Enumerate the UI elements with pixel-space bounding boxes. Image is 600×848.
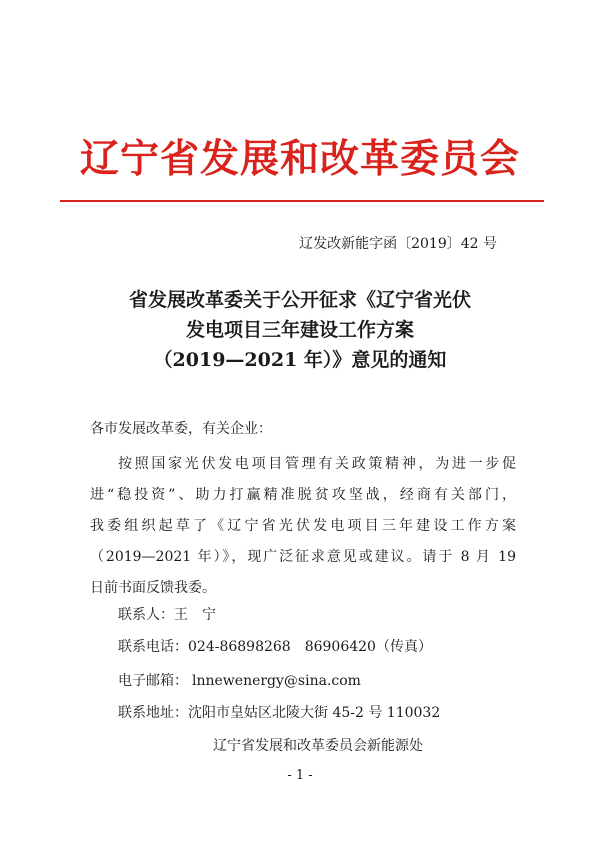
document-title-line-2: 发电项目三年建设工作方案 xyxy=(185,319,414,341)
contact-phone-row xyxy=(118,636,432,656)
document-title xyxy=(0,285,600,375)
paragraph-line: 按照国家光伏发电项目管理有关政策精神，为进一步促 xyxy=(118,456,516,472)
paragraph-line: （2019—2021 年）》，现广泛征求意见或建议。请于 8 月 19 xyxy=(90,549,516,565)
issuing-department: 辽宁省发展和改革委员会新能源处 xyxy=(213,738,423,754)
paragraph-line: 日前书面反馈我委。 xyxy=(90,580,216,596)
contact-address-value: 沈阳市皇姑区北陵大街 45-2 号 110032 xyxy=(188,705,441,721)
contact-person-label: 联系人： xyxy=(118,607,174,623)
salutation: 各市发展改革委，有关企业： xyxy=(90,421,272,437)
contact-address-row xyxy=(118,702,440,722)
contact-phone-label: 联系电话： xyxy=(118,639,188,655)
contact-email-value[interactable]: lnnewenergy@sina.com xyxy=(192,673,361,689)
contact-address-label: 联系地址： xyxy=(118,705,188,721)
contact-person-value: 王 宁 xyxy=(174,607,216,623)
page-number: - 1 - xyxy=(287,768,313,783)
contact-email-row xyxy=(118,670,361,690)
contact-email-label: 电子邮箱： xyxy=(118,673,188,689)
letterhead-red-rule xyxy=(60,200,544,202)
contact-phone-value: 024-86898268 86906420（传真） xyxy=(188,639,432,655)
document-title-line-3: （2019—2021 年）》意见的通知 xyxy=(153,349,447,371)
paragraph-line: 进“稳投资”、助力打赢精准脱贫攻坚战，经商有关部门， xyxy=(90,487,516,503)
organization-letterhead: 辽宁省发展和改革委员会 xyxy=(79,136,520,182)
paragraph-line: 我委组织起草了《辽宁省光伏发电项目三年建设工作方案 xyxy=(90,518,516,534)
contact-person-row xyxy=(118,604,216,624)
document-number: 辽发改新能字函〔2019〕42 号 xyxy=(299,236,497,252)
body-paragraph xyxy=(90,449,516,604)
document-title-line-1: 省发展改革委关于公开征求《辽宁省光伏 xyxy=(128,289,471,311)
